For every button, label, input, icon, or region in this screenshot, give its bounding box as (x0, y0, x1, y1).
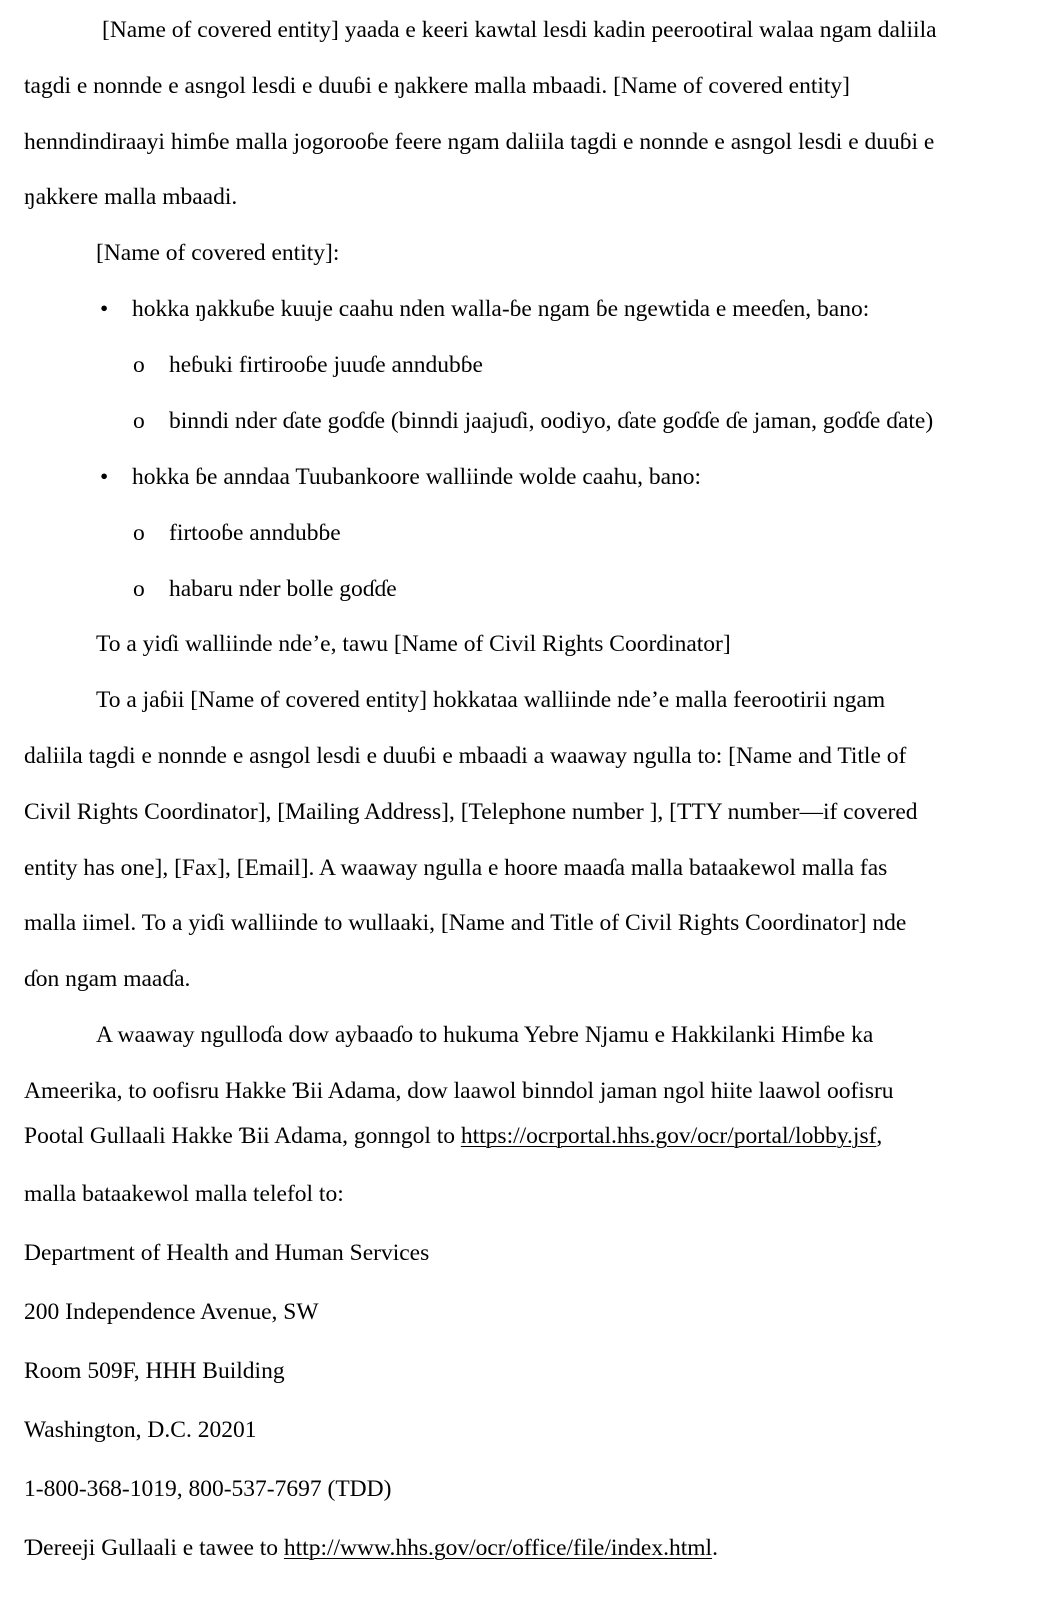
paragraph-1-line-1: [Name of covered entity] yaada e keeri kawtal lesdi kadin peerootiral walaa ngam daliila (102, 17, 937, 43)
paragraph-1-line-4: ŋakkere malla mbaadi. (24, 184, 238, 210)
sub-item-1-2: binndi nder ɗate goɗɗe (binndi jaajuɗi, oodiyo, ɗate goɗɗe ɗe jaman, goɗɗe ɗate) (169, 408, 934, 434)
covered-entity-heading: [Name of covered entity]: (96, 240, 340, 266)
sub-item-2-2: habaru nder bolle goɗɗe (169, 576, 397, 602)
complaint-forms-text: Ɗereeji Gullaali e tawee to (24, 1535, 284, 1561)
sub-bullet-marker: o (133, 408, 145, 434)
paragraph-5-line-2: Ameerika, to oofisru Hakke Ɓii Adama, dow laawol binndol jaman ngol hiite laawol oofisru (24, 1078, 894, 1104)
paragraph-5-line-3-text: Pootal Gullaali Hakke Ɓii Adama, gonngol to (24, 1123, 461, 1149)
address-room: Room 509F, HHH Building (24, 1358, 285, 1384)
paragraph-1-line-2: tagdi e nonnde e asngol lesdi e duuɓi e ŋakkere malla mbaadi. [Name of covered entity] (24, 73, 850, 99)
paragraph-5-line-1: A waaway ngulloɗa dow aybaaɗo to hukuma Yebre Njamu e Hakkilanki Himɓe ka (96, 1022, 874, 1048)
sub-item-2-1: firtooɓe anndubɓe (169, 520, 341, 546)
paragraph-5-line-3-comma: , (876, 1123, 883, 1149)
paragraph-5-line-3 (24, 1121, 882, 1151)
sub-bullet-marker: o (133, 520, 145, 546)
address-phone: 1-800-368-1019, 800-537-7697 (TDD) (24, 1476, 392, 1502)
bullet-marker: • (100, 296, 109, 322)
paragraph-4-line-1: To a jaɓii [Name of covered entity] hokkataa walliinde nde’e malla feerootirii ngam (96, 687, 886, 713)
coordinator-sentence: To a yiɗi walliinde nde’e, tawu [Name of Civil Rights Coordinator] (96, 631, 731, 657)
paragraph-4-line-2: daliila tagdi e nonnde e asngol lesdi e duuɓi e mbaadi a waaway ngulla to: [Name and Title of (24, 743, 907, 769)
ocr-portal-link[interactable]: https://ocrportal.hhs.gov/ocr/portal/lobby.jsf (460, 1123, 877, 1149)
complaint-forms-period: . (712, 1535, 718, 1561)
bullet-marker: • (100, 464, 109, 490)
complaint-forms-line (24, 1533, 718, 1563)
sub-item-1-1: heɓuki firtirooɓe juuɗe anndubɓe (169, 352, 483, 378)
paragraph-1-line-3: henndindiraayi himɓe malla jogorooɓe feere ngam daliila tagdi e nonnde e asngol lesdi e duuɓi e (24, 129, 935, 155)
sub-bullet-marker: o (133, 352, 145, 378)
address-street: 200 Independence Avenue, SW (24, 1299, 319, 1325)
sub-bullet-marker: o (133, 576, 145, 602)
bullet-item-2: hokka ɓe anndaa Tuubankoore walliinde wolde caahu, bano: (132, 464, 702, 490)
paragraph-4-line-3: Civil Rights Coordinator], [Mailing Address], [Telephone number ], [TTY number—if covered (24, 799, 918, 825)
paragraph-5-line-4: malla bataakewol malla telefol to: (24, 1181, 344, 1207)
paragraph-4-line-4: entity has one], [Fax], [Email]. A waaway ngulla e hoore maaɗa malla bataakewol malla fas (24, 855, 888, 881)
address-department: Department of Health and Human Services (24, 1240, 430, 1266)
paragraph-4-line-5: malla iimel. To a yiɗi walliinde to wullaaki, [Name and Title of Civil Rights Coordinator] nde (24, 910, 907, 936)
address-city: Washington, D.C. 20201 (24, 1417, 257, 1443)
paragraph-4-line-6: ɗon ngam maaɗa. (24, 966, 191, 992)
bullet-item-1: hokka ŋakkuɓe kuuje caahu nden walla-ɓe ngam ɓe ngewtida e meeɗen, bano: (132, 296, 870, 322)
complaint-forms-link[interactable]: http://www.hhs.gov/ocr/office/file/index.html (283, 1535, 713, 1561)
